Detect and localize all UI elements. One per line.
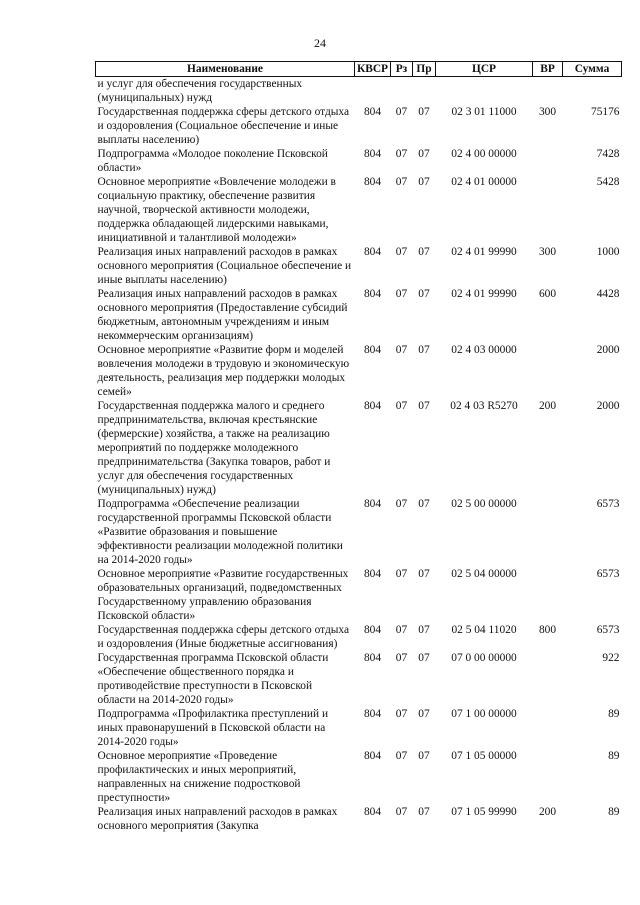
- cell-pr: 07: [418, 708, 430, 720]
- cell-name: Реализация иных направлений расходов в рамках основного мероприятия (Закупка: [97, 806, 338, 832]
- cell-csr: 02 4 03 00000: [451, 344, 517, 356]
- table-row: [96, 749, 622, 805]
- cell-name: Государственная поддержка сферы детского отдыха и оздоровления (Социальное обеспечение и иные выплаты населению): [97, 106, 350, 146]
- cell-rz: 07: [395, 106, 408, 118]
- cell-csr: 02 3 01 11000: [451, 106, 517, 118]
- cell-kvsr: 804: [363, 652, 382, 664]
- cell-rz: 07: [395, 400, 408, 412]
- cell-kvsr: 804: [363, 708, 382, 720]
- table-row: [96, 343, 622, 399]
- cell-rz: 07: [395, 806, 408, 818]
- cell-csr: 02 4 01 99990: [451, 288, 517, 300]
- cell-name: Реализация иных направлений расходов в рамках основного мероприятия (Предоставление субсидий бюджетным, автономным учреждениям и иным некоммерческим организациям): [97, 288, 348, 342]
- cell-kvsr: 804: [363, 806, 382, 818]
- cell-rz: 07: [395, 148, 408, 160]
- table-row: [96, 399, 622, 497]
- cell-vr: [533, 497, 563, 567]
- cell-vr: 300: [538, 246, 557, 258]
- header-name: Наименование: [96, 62, 355, 77]
- cell-sum: 922: [602, 652, 620, 664]
- cell-kvsr: 804: [363, 246, 382, 258]
- cell-vr: [533, 175, 563, 245]
- cell-pr: 07: [418, 750, 430, 762]
- header-rz: Рз: [391, 62, 413, 77]
- cell-sum: 1000: [596, 246, 620, 258]
- cell-sum: 6573: [596, 568, 620, 580]
- budget-table: [95, 61, 622, 833]
- cell-sum: 6573: [596, 624, 620, 636]
- cell-csr: 07 1 05 00000: [451, 750, 517, 762]
- cell-pr: 07: [418, 400, 430, 412]
- cell-rz: 07: [395, 344, 408, 356]
- header-pr: Пр: [413, 62, 436, 77]
- cell-sum: 6573: [596, 498, 620, 510]
- cell-pr: 07: [418, 176, 430, 188]
- table-row: [96, 623, 622, 651]
- cell-name: Реализация иных направлений расходов в рамках основного мероприятия (Социальное обеспечение и иные выплаты населению): [97, 246, 352, 286]
- cell-rz: 07: [395, 708, 408, 720]
- cell-vr: 200: [538, 400, 557, 412]
- cell-pr: 07: [418, 148, 430, 160]
- cell-sum: 89: [608, 806, 620, 818]
- cell-vr: 300: [538, 106, 557, 118]
- cell-csr: 02 5 04 00000: [451, 568, 517, 580]
- cell-rz: [391, 77, 413, 106]
- cell-pr: 07: [418, 806, 430, 818]
- cell-kvsr: 804: [363, 498, 382, 510]
- cell-kvsr: 804: [363, 148, 382, 160]
- cell-rz: 07: [395, 288, 408, 300]
- table-row: [96, 245, 622, 287]
- header-kvsr: КВСР: [355, 62, 391, 77]
- cell-rz: 07: [395, 568, 408, 580]
- table-row: [96, 651, 622, 707]
- cell-csr: [436, 77, 533, 106]
- cell-pr: 07: [418, 106, 430, 118]
- table-row: [96, 105, 622, 147]
- cell-sum: [563, 77, 622, 106]
- cell-name: Государственная программа Псковской области «Обеспечение общественного порядка и противодействие преступности в Псковской области на 2014-2020 годы»: [97, 652, 329, 706]
- cell-sum: 5428: [596, 176, 620, 188]
- cell-vr: [533, 707, 563, 749]
- cell-kvsr: 804: [363, 106, 382, 118]
- cell-rz: 07: [395, 652, 408, 664]
- cell-name: Основное мероприятие «Вовлечение молодежи в социальную практику, обеспечение развития научной, творческой активности молодежи, поддержка обладающей лидерскими навыками, инициативной и талантливой молодежи»: [97, 176, 336, 244]
- cell-sum: 2000: [596, 400, 620, 412]
- cell-csr: 02 5 00 00000: [451, 498, 517, 510]
- table-row: [96, 287, 622, 343]
- cell-name: Подпрограмма «Обеспечение реализации государственной программы Псковской области «Развитие образования и повышение эффективности реализации молодежной политики на 2014-2020 годы»: [97, 498, 343, 566]
- cell-vr: 200: [538, 806, 557, 818]
- cell-name: Основное мероприятие «Проведение профилактических и иных мероприятий, направленных на снижение подростковой преступности»: [97, 750, 301, 804]
- cell-name: Подпрограмма «Молодое поколение Псковской области»: [97, 148, 328, 174]
- cell-sum: 75176: [591, 106, 620, 118]
- cell-pr: 07: [418, 568, 430, 580]
- cell-kvsr: 804: [363, 750, 382, 762]
- cell-name: Подпрограмма «Профилактика преступлений и иных правонарушений в Псковской области на 2014-2020 годы»: [97, 708, 329, 748]
- cell-sum: 89: [608, 708, 620, 720]
- page-number: 24: [314, 36, 326, 50]
- cell-vr: 600: [538, 288, 557, 300]
- cell-rz: 07: [395, 176, 408, 188]
- cell-pr: 07: [418, 344, 430, 356]
- header-csr: ЦСР: [436, 62, 533, 77]
- cell-kvsr: [355, 77, 391, 106]
- cell-csr: 07 1 00 00000: [451, 708, 517, 720]
- table-row: [96, 77, 622, 106]
- cell-vr: [533, 147, 563, 175]
- cell-rz: 07: [395, 498, 408, 510]
- cell-vr: [533, 567, 563, 623]
- cell-pr: 07: [418, 288, 430, 300]
- cell-csr: 07 0 00 00000: [451, 652, 517, 664]
- cell-sum: 2000: [596, 344, 620, 356]
- cell-kvsr: 804: [363, 624, 382, 636]
- cell-csr: 02 4 01 99990: [451, 246, 517, 258]
- cell-csr: 02 4 03 R5270: [450, 400, 518, 412]
- cell-vr: [533, 77, 563, 106]
- cell-vr: [533, 651, 563, 707]
- cell-rz: 07: [395, 246, 408, 258]
- cell-rz: 07: [395, 624, 408, 636]
- cell-csr: 02 4 00 00000: [451, 148, 517, 160]
- cell-name: Государственная поддержка малого и среднего предпринимательства, включая крестьянские (фермерские) хозяйства, а также на реализацию мероприятий по поддержке молодежного предпринимательства (Закупка товаров, работ и услуг для обеспечения государственных (муниципальных) нужд): [97, 400, 331, 496]
- table-row: [96, 567, 622, 623]
- cell-kvsr: 804: [363, 288, 382, 300]
- cell-pr: 07: [418, 652, 430, 664]
- cell-name: Государственная поддержка сферы детского отдыха и оздоровления (Иные бюджетные ассигнования): [97, 624, 350, 650]
- cell-rz: 07: [395, 750, 408, 762]
- table-body: [96, 77, 622, 834]
- cell-vr: [533, 343, 563, 399]
- cell-csr: 07 1 05 99990: [451, 806, 517, 818]
- cell-sum: 89: [608, 750, 620, 762]
- cell-vr: 800: [538, 624, 557, 636]
- cell-csr: 02 4 01 00000: [451, 176, 517, 188]
- cell-kvsr: 804: [363, 400, 382, 412]
- cell-pr: [413, 77, 436, 106]
- cell-name: Основное мероприятие «Развитие форм и моделей вовлечения молодежи в трудовую и экономическую деятельность, реализация мер поддержки молодых семей»: [97, 344, 350, 398]
- cell-csr: 02 5 04 11020: [451, 624, 517, 636]
- cell-kvsr: 804: [363, 344, 382, 356]
- cell-sum: 4428: [596, 288, 620, 300]
- cell-pr: 07: [418, 498, 430, 510]
- header-sum: Сумма: [563, 62, 622, 77]
- table-row: [96, 497, 622, 567]
- table-row: [96, 707, 622, 749]
- table-row: [96, 805, 622, 833]
- cell-pr: 07: [418, 624, 430, 636]
- cell-kvsr: 804: [363, 568, 382, 580]
- header-vr: ВР: [533, 62, 563, 77]
- cell-sum: 7428: [596, 148, 620, 160]
- table-row: [96, 175, 622, 245]
- cell-name: Основное мероприятие «Развитие государственных образовательных организаций, подведомственных Государственному управлению образования Псковской области»: [97, 568, 349, 622]
- cell-name: и услуг для обеспечения государственных (муниципальных) нужд: [97, 78, 303, 104]
- table-row: [96, 147, 622, 175]
- cell-vr: [533, 749, 563, 805]
- cell-kvsr: 804: [363, 176, 382, 188]
- table-header-row: [96, 62, 622, 77]
- cell-pr: 07: [418, 246, 430, 258]
